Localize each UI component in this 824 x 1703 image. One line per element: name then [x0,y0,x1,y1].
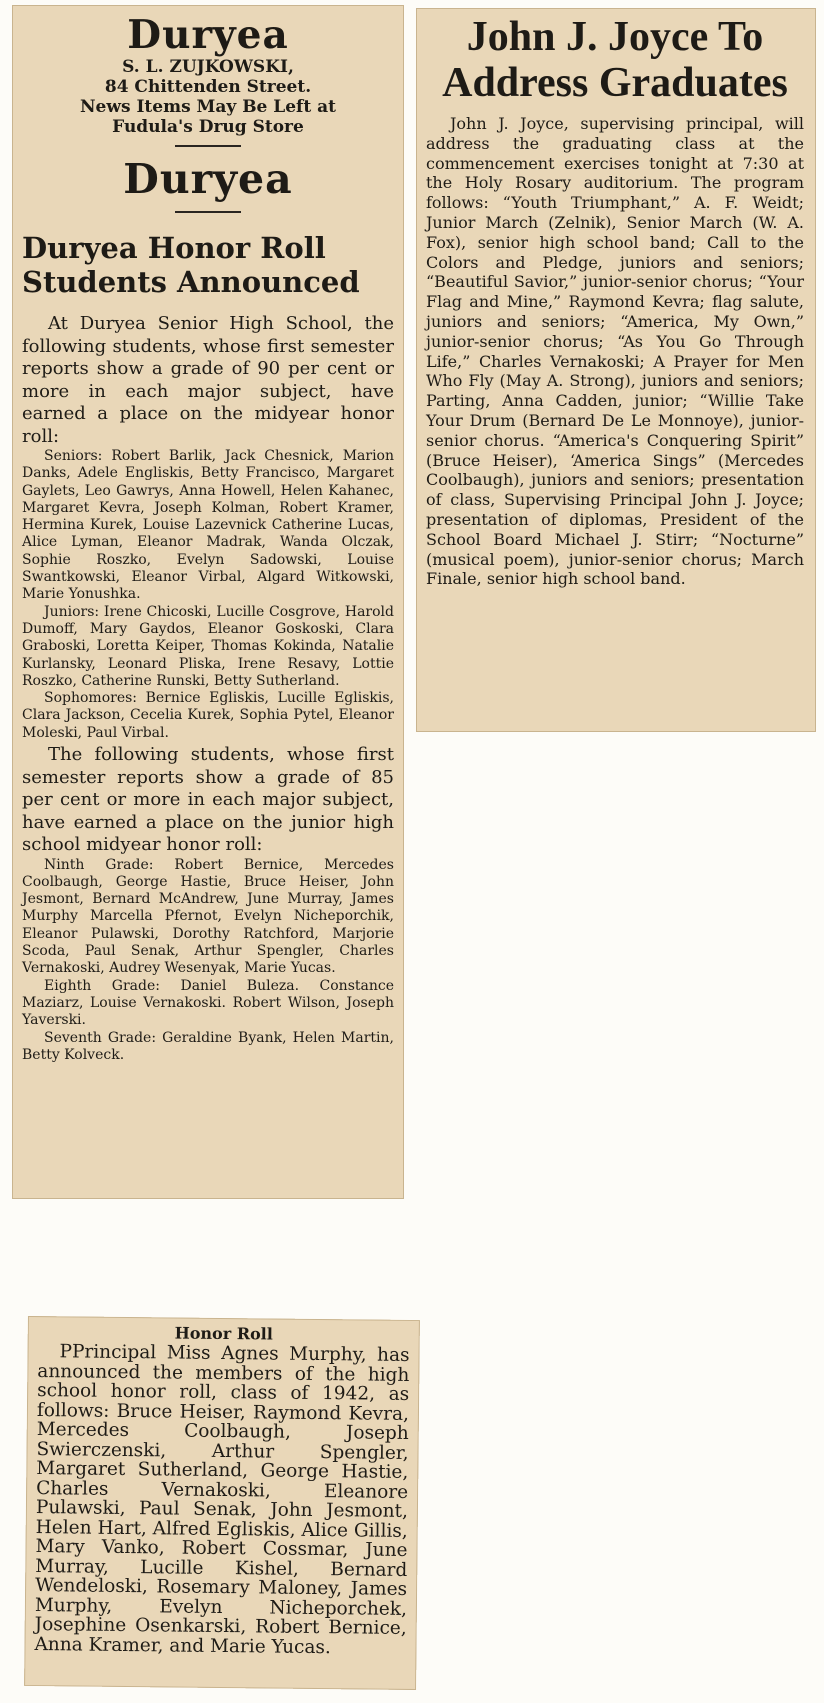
correspondent-name: S. L. ZUJKOWSKI, [122,57,294,77]
article-body: John J. Joyce, supervising principal, will address the graduating class at the commencement exercises tonight at 7:30 at the Holy Rosary auditorium. The program follows: “Youth Triumphant,” A. F. Weidt; Junior March (Zelnik), Senior March (W. A. Fox), senior high school band; Call to the Colors and Pledge, juniors and seniors; “Beautiful Savior,” junior-senior chorus; “Your Flag and Mine,” Raymond Kevra; flag salute, juniors and seniors; “America, My Own,” junior-senior chorus; “As You Go Through Life,” Charles Vernakoski; A Prayer for Men Who Fly (May A. Strong), juniors and seniors; Parting, Anna Cadden, junior; “Willie Take Your Drum (Bernard De Le Monnoye), junior-senior chorus. “America's Conquering Spirit” (Bruce Heiser), ‘America Sings” (Mercedes Coolbaugh), juniors and seniors; presentation of class, Supervising Principal John J. Joyce; presentation of diplomas, President of the School Board Michael J. Stirr; “Nocturne” (musical poem), junior-senior chorus; March Finale, senior high school band. [426,114,804,589]
bottom-clipping [24,1316,420,1690]
masthead-title: Duryea [127,12,289,58]
notice-line-2: Fudula's Drug Store [112,117,304,137]
article-headline-line-1: John J. Joyce To [466,14,764,60]
article-title: Honor Roll [174,1323,273,1344]
article-headline: Duryea Honor Roll Students Announced [22,231,360,299]
divider [175,145,241,147]
juniors-list: Juniors: Irene Chicoski, Lucille Cosgrove, Harold Dumoff, Mary Gaydos, Eleanor Goskoski, Clara Graboski, Loretta Keiper, Thomas Kokinda, Natalie Kurlansky, Leonard Pliska, Irene Resavy, Lottie Roszko, Catherine Runski, Betty Sutherland. [22,603,394,689]
sophomores-list: Sophomores: Bernice Egliskis, Lucille Egliskis, Clara Jackson, Cecelia Kurek, Sophia Pytel, Eleanor Moleski, Paul Virbal. [22,690,394,741]
notice-line-1: News Items May Be Left at [79,97,337,117]
article-headline-line-2: Address Graduates [442,60,788,106]
ninth-grade-list: Ninth Grade: Robert Bernice, Mercedes Coolbaugh, George Hastie, Bruce Heiser, John Jesmont, Bernard McAndrew, June Murray, James Murphy Marcella Pfernot, Evelyn Nicheporchik, Eleanor Pulawski, Dorothy Ratchford, Marjorie Scoda, Paul Senak, Arthur Spengler, Charles Vernakoski, Audrey Wesenyak, Marie Yucas. [22,856,394,977]
right-clipping [416,8,816,732]
eighth-grade-list: Eighth Grade: Daniel Buleza. Constance Maziarz, Louise Vernakoski. Robert Wilson, Joseph Yaverski. [22,977,394,1029]
correspondent-address: 84 Chittenden Street. [104,77,312,97]
junior-high-intro: The following students, whose first semester reports show a grade of 85 per cent or more in each major subject, have earned a place on the junior high school midyear honor roll: [22,744,394,856]
left-clipping [12,5,404,1199]
senior-high-intro: At Duryea Senior High School, the following students, whose first semester reports show a grade of 90 per cent or more in each major subject, have earned a place on the midyear honor roll: [22,313,394,447]
article-body: PPrincipal Miss Agnes Murphy, has announced the members of the high school honor roll, class of 1942, as follows: Bruce Heiser, Raymond Kevra, Mercedes Coolbaugh, Joseph Swierczenski, Arthur Spengler, Margaret Sutherland, George Hastie, Charles Vernakoski, Eleanore Pulawski, Paul Senak, John Jesmont, Helen Hart, Alfred Egliskis, Alice Gillis, Mary Vanko, Robert Cossmar, June Murray, Lucille Kishel, Bernard Wendeloski, Rosemary Maloney, James Murphy, Evelyn Nicheporchek, Josephine Osenkarski, Robert Bernice, Anna Kramer, and Marie Yucas. [34,1341,410,1658]
divider [175,211,241,213]
section-title: Duryea [123,155,293,203]
seventh-grade-list: Seventh Grade: Geraldine Byank, Helen Martin, Betty Kolveck. [22,1029,394,1063]
seniors-list: Seniors: Robert Barlik, Jack Chesnick, Marion Danks, Adele Engliskis, Betty Francisco, Margaret Gaylets, Leo Gawrys, Anna Howell, Helen Kahanec, Margaret Kevra, Joseph Kolman, Robert Kramer, Hermina Kurek, Louise Lazevnick Catherine Lucas, Alice Lyman, Eleanor Madrak, Wanda Olczak, Sophie Roszko, Evelyn Sadowski, Louise Swantkowski, Eleanor Virbal, Algard Witkowski, Marie Yonushka. [22,448,394,603]
masthead [22,13,394,137]
